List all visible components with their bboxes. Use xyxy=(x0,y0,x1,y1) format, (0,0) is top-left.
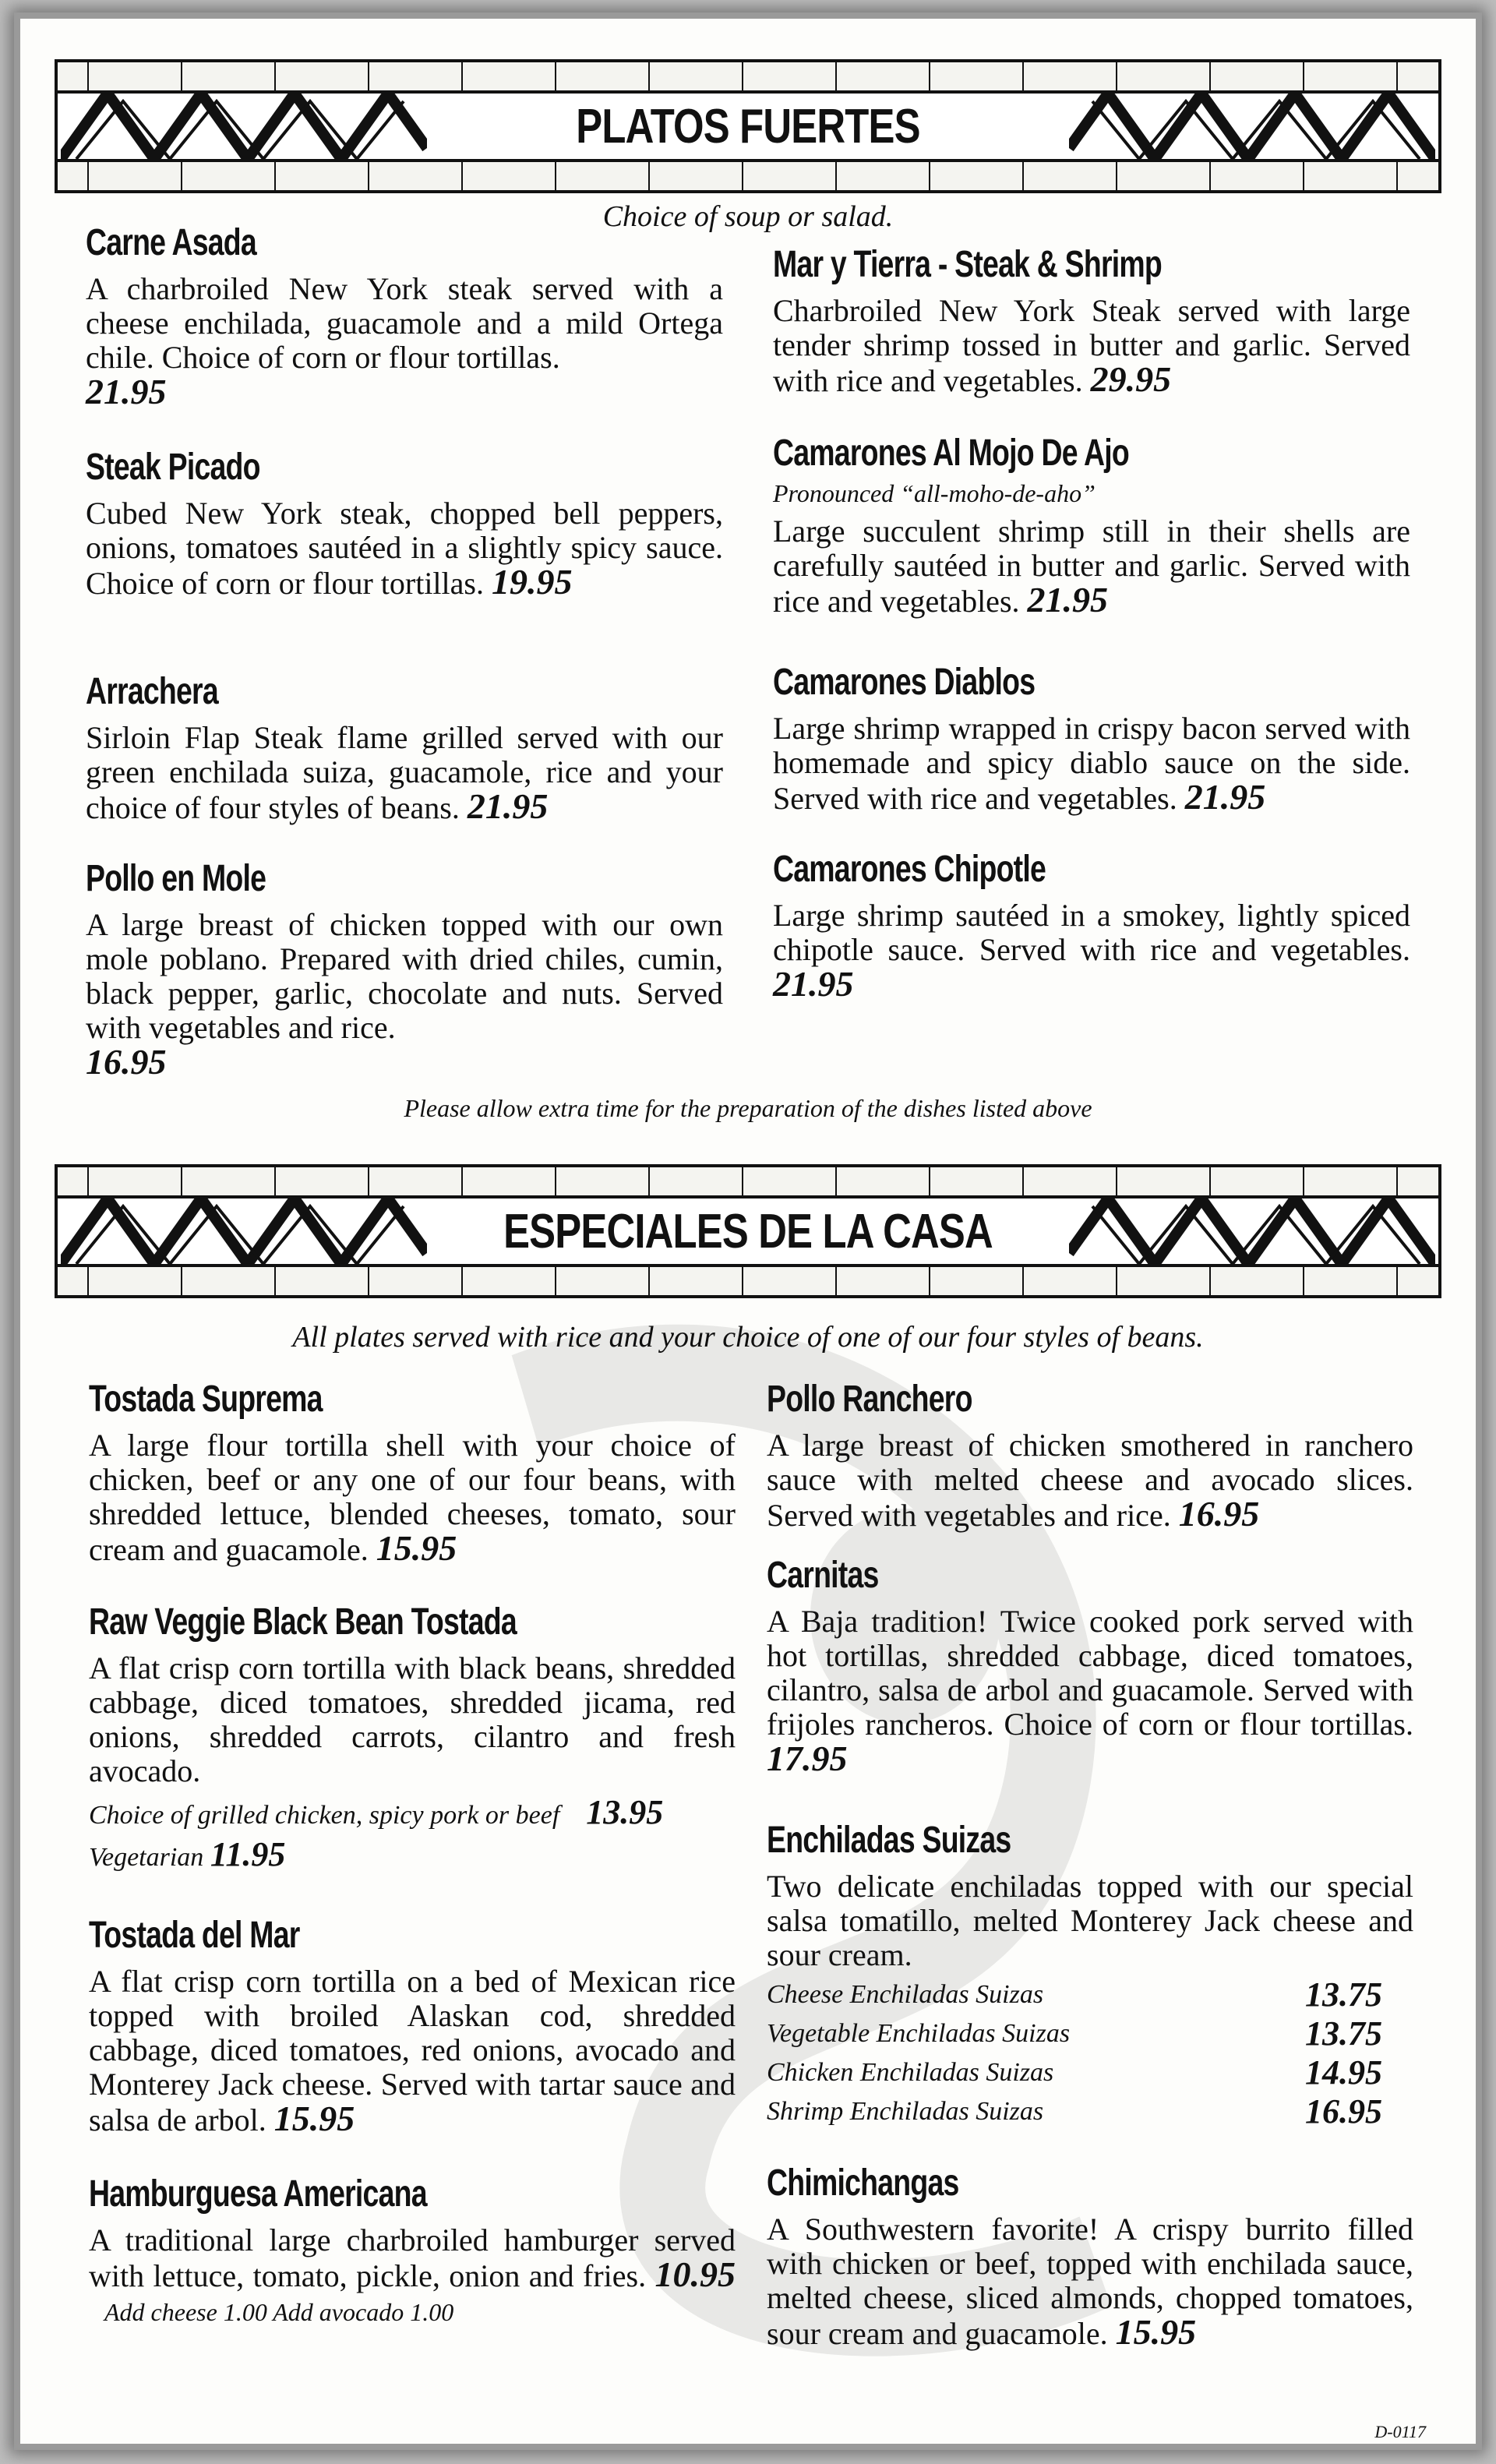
section-subtitle: Choice of soup or salad. xyxy=(602,200,894,233)
item-option: Cheese Enchiladas Suizas 13.75 xyxy=(767,1975,1382,2014)
item-name: Pollo Ranchero xyxy=(767,1378,972,1420)
item-price: 21.95 xyxy=(1184,777,1266,817)
menu-item xyxy=(767,2162,1413,2351)
section-banner-especiales xyxy=(55,1164,1441,1298)
item-name: Tostada del Mar xyxy=(89,1915,300,1956)
item-name: Camarones Al Mojo De Ajo xyxy=(773,432,1129,474)
item-description: A traditional large charbroiled hamburger served with lettuce, tomato, pickle, onion and fries. xyxy=(89,2222,736,2293)
item-name: Enchiladas Suizas xyxy=(767,1820,1011,1861)
item-description: Two delicate enchiladas topped with our special salsa tomatillo, melted Monterey Jack cheese and sour cream. xyxy=(767,1869,1413,1972)
item-option: Chicken Enchiladas Suizas 14.95 xyxy=(767,2053,1382,2092)
item-option: Vegetable Enchiladas Suizas 13.75 xyxy=(767,2014,1382,2053)
option-label: Vegetarian xyxy=(89,1843,204,1872)
item-description: A large breast of chicken topped with our own mole poblano. Prepared with dried chiles, cumin, black pepper, garlic, chocolate and nuts. Served with vegetables and rice. xyxy=(86,907,723,1045)
menu-item xyxy=(86,857,723,1081)
item-option xyxy=(89,1793,736,1835)
item-description: Large succulent shrimp still in their shells are carefully sautéed in butter and garlic. Served with rice and vegetables. xyxy=(773,514,1410,619)
item-price: 16.95 xyxy=(1178,1494,1260,1534)
item-description: A flat crisp corn tortilla on a bed of Mexican rice topped with broiled Alaskan cod, shredded cabbage, diced tomatoes, red onions, avocado and Monterey Jack cheese. Served with tartar sauce and salsa de arbol. xyxy=(89,1964,736,2137)
item-description: A charbroiled New York steak served with a cheese enchilada, guacamole and a mild Ortega chile. Choice of corn or flour tortillas. xyxy=(86,271,723,375)
item-description: A Baja tradition! Twice cooked pork served with hot tortillas, shredded cabbage, diced tomatoes, cilantro, salsa de arbol and guacamole. Served with frijoles rancheros. Choice of corn or flour tortillas. xyxy=(767,1604,1413,1742)
section-banner-platos-fuertes xyxy=(55,59,1441,193)
menu-item xyxy=(773,848,1410,1003)
item-option: Shrimp Enchiladas Suizas 16.95 xyxy=(767,2092,1382,2130)
menu-item xyxy=(773,661,1410,816)
banner-border-top xyxy=(55,59,1441,94)
item-description: Large shrimp sautéed in a smokey, lightly spiced chipotle sauce. Served with rice and vegetables. xyxy=(773,898,1410,967)
item-description: Sirloin Flap Steak flame grilled served with our green enchilada suiza, guacamole, rice and your choice of four styles of beans. xyxy=(86,720,723,825)
item-name: Steak Picado xyxy=(86,447,260,488)
menu-item xyxy=(767,1554,1413,1777)
menu-item xyxy=(86,446,723,601)
menu-item xyxy=(89,2173,736,2329)
item-description: Large shrimp wrapped in crispy bacon served with homemade and spicy diablo sauce on the side. Served with rice and vegetables. xyxy=(773,711,1410,816)
menu-item xyxy=(89,1601,736,1877)
item-description: A flat crisp corn tortilla with black beans, shredded cabbage, diced tomatoes, shredded jicama, red onions, shredded carrots, cilantro and fresh avocado. xyxy=(89,1650,736,1788)
menu-item xyxy=(767,1378,1413,1533)
item-price: 15.95 xyxy=(376,1528,457,1568)
item-name: Camarones Chipotle xyxy=(773,849,1046,890)
banner-border-top xyxy=(55,1164,1441,1198)
option-price: 13.95 xyxy=(586,1793,664,1831)
item-name: Raw Veggie Black Bean Tostada xyxy=(89,1601,517,1643)
item-price: 21.95 xyxy=(86,372,167,411)
banner-border-bottom xyxy=(55,159,1441,193)
item-price: 21.95 xyxy=(467,786,549,826)
item-name: Hamburguesa Americana xyxy=(89,2173,427,2215)
menu-item xyxy=(773,243,1410,398)
item-price: 15.95 xyxy=(273,2099,355,2138)
item-description: Charbroiled New York Steak served with large tender shrimp tossed in butter and garlic. Served with rice and vegetables. xyxy=(773,293,1410,398)
menu-item xyxy=(86,670,723,825)
option-price: 11.95 xyxy=(210,1835,286,1873)
item-description: A large breast of chicken smothered in ranchero sauce with melted cheese and avocado slices. Served with vegetables and rice. xyxy=(767,1428,1413,1533)
item-name: Camarones Diablos xyxy=(773,662,1036,703)
item-name: Carnitas xyxy=(767,1555,879,1596)
menu-item xyxy=(767,1819,1413,2131)
menu-item xyxy=(89,1378,736,1567)
item-price: 21.95 xyxy=(1027,580,1109,620)
menu-item xyxy=(86,221,723,411)
item-price: 21.95 xyxy=(773,964,854,1004)
item-extras: Add cheese 1.00 Add avocado 1.00 xyxy=(104,2298,454,2326)
item-options-list xyxy=(767,1975,1382,2131)
section-title: PLATOS FUERTES xyxy=(576,99,920,154)
item-price: 15.95 xyxy=(1115,2312,1197,2352)
item-description: A large flour tortilla shell with your choice of chicken, beef or any one of our four beans, with shredded lettuce, blended cheeses, tomato, sour cream and guacamole. xyxy=(89,1428,736,1567)
item-description: A Southwestern favorite! A crispy burrito filled with chicken or beef, topped with enchilada sauce, melted cheese, sliced almonds, chopped tomatoes, sour cream and guacamole. xyxy=(767,2212,1413,2351)
item-price: 16.95 xyxy=(86,1042,167,1082)
item-pronunciation-note: Pronounced “all-moho-de-aho” xyxy=(773,479,1096,507)
section-footnote: Please allow extra time for the preparation of the dishes listed above xyxy=(404,1094,1092,1122)
menu-code: D-0117 xyxy=(1374,2422,1426,2441)
item-price: 29.95 xyxy=(1090,359,1172,399)
section-subtitle: All plates served with rice and your choice of one of our four styles of beans. xyxy=(292,1321,1204,1354)
item-description: Cubed New York steak, chopped bell peppers, onions, tomatoes sautéed in a slightly spicy sauce. Choice of corn or flour tortillas. xyxy=(86,496,723,601)
section-title: ESPECIALES DE LA CASA xyxy=(503,1204,993,1258)
item-price: 19.95 xyxy=(491,562,573,602)
item-price: 17.95 xyxy=(767,1739,848,1778)
item-name: Pollo en Mole xyxy=(86,858,266,899)
item-name: Chimichangas xyxy=(767,2162,959,2204)
item-name: Arrachera xyxy=(86,671,218,712)
item-option xyxy=(89,1835,736,1877)
item-name: Tostada Suprema xyxy=(89,1378,323,1420)
item-name: Mar y Tierra - Steak & Shrimp xyxy=(773,244,1162,285)
item-name: Carne Asada xyxy=(86,222,256,263)
menu-item xyxy=(89,1914,736,2137)
menu-item xyxy=(773,432,1410,619)
option-label: Choice of grilled chicken, spicy pork or beef xyxy=(89,1801,560,1830)
item-price: 10.95 xyxy=(654,2254,736,2294)
